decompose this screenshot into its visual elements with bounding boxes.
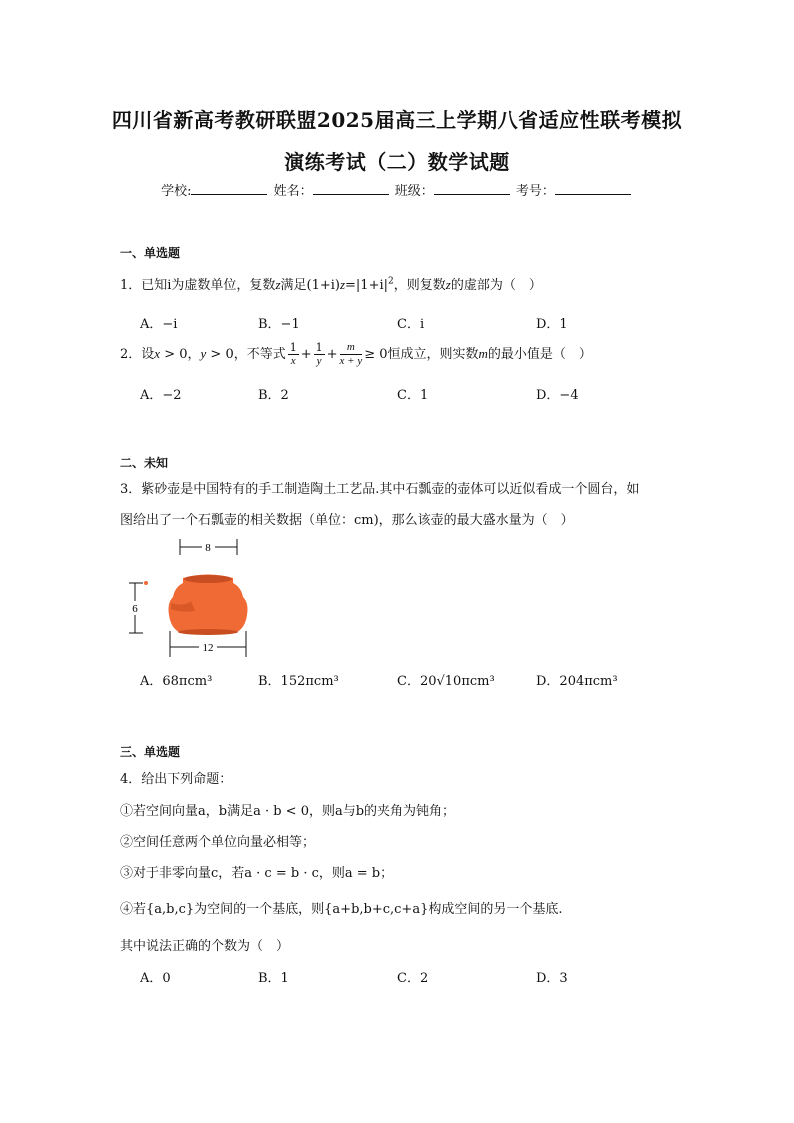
q2-end: 的最小值是（ ） [487,347,592,362]
q2-plus1: + [300,347,312,362]
q4-option-b: B．1 [258,971,289,986]
q1-option-b: B．−1 [258,317,300,332]
class-label: 班级： [394,184,434,199]
exam-no-blank [555,182,631,195]
section-heading-2: 二、未知 [120,456,169,470]
q2-frac-m-den: x + y [339,355,363,367]
q2-ge0: ≥ 0恒成立，则实数 [364,347,479,362]
q1-option-d: D．1 [536,317,568,332]
school-blank [191,182,267,195]
q1-end: 的虚部为（ ） [450,278,542,293]
q3-option-a: A．68πcm³ [140,674,213,689]
q2-x: x [154,346,161,361]
q1-prefix: 1．已知i为虚数单位，复数 [120,278,276,293]
q2-option-b: B．2 [258,388,289,403]
question-3-line1: 3．紫砂壶是中国特有的手工制造陶土工艺品.其中石瓢壶的壶体可以近似看成一个圆台，如 [120,482,640,497]
q3-option-d: D．204πcm³ [536,674,618,689]
question-4-intro: 4．给出下列命题： [120,772,233,787]
section-heading-1: 一、单选题 [120,246,181,260]
q2-frac-1y-num: 1 [315,341,323,354]
question-4-proposition-1: ①若空间向量a，b满足a · b < 0，则a与b的夹角为钝角； [120,804,456,819]
dim-bottom-label: 12 [202,642,214,654]
school-label: 学校: [161,184,192,199]
q3-option-b: B．152πcm³ [258,674,339,689]
q2-option-d: D．−4 [536,388,579,403]
section-heading-3: 三、单选题 [120,745,181,759]
class-blank [434,182,510,195]
pot-body [169,575,248,634]
q1-option-c: C．i [397,317,425,332]
q4-option-d: D．3 [536,971,568,986]
exam-no-label: 考号： [515,184,555,199]
dim-side-label: 6 [132,603,138,615]
q2-gt0b: > 0，不等式 [206,347,286,362]
q2-gt0a: > 0， [160,347,201,362]
q2-m: m [478,346,488,361]
question-4-proposition-2: ②空间任意两个单位向量必相等； [120,835,316,850]
q2-frac-1x [288,341,299,368]
q3-option-c: C．20√10πcm³ [397,674,495,689]
q2-option-c: C．1 [397,388,429,403]
question-1 [120,274,542,293]
q1-var-z3: z [445,277,451,292]
pot-marker-dot [144,581,148,585]
q2-frac-1y-den: y [316,355,322,367]
q2-frac-1y [314,341,325,368]
q2-frac-1x-num: 1 [289,341,297,354]
page-title-line1: 四川省新高考教研联盟2025届高三上学期八省适应性联考模拟 [111,108,683,132]
question-4-proposition-4: ④若{a,b,c}为空间的一个基底，则{a+b,b+c,c+a}构成空间的另一个基底. [120,902,563,917]
q2-y: y [200,346,207,361]
dim-top-label: 8 [205,542,211,554]
q2-frac-1x-den: x [290,355,296,367]
q1-mid: 满足(1+i) [280,278,340,293]
pot-base [178,629,238,635]
q1-sup: 2 [388,276,394,287]
question-2 [120,341,592,368]
pot-rim [184,575,232,583]
name-label: 姓名： [273,184,313,199]
q4-option-a: A．0 [140,971,171,986]
q1-suffix: ，则复数 [393,278,446,293]
q2-plus2: + [326,347,338,362]
name-blank [313,182,389,195]
q1-var-z: z [275,277,281,292]
q2-frac-m [340,341,363,368]
q4-option-c: C．2 [397,971,429,986]
question-4-ask: 其中说法正确的个数为（ ） [120,939,290,954]
q1-eq: =|1+i| [345,278,389,293]
student-info-row [0,180,794,199]
page-title-line2: 演练考试（二）数学试题 [284,150,510,174]
q2-prefix: 2．设 [120,347,155,362]
question-3-line2: 图给出了一个石瓢壶的相关数据（单位：cm)，那么该壶的最大盛水量为（ ） [120,513,574,528]
q1-var-z2: z [339,277,346,292]
q2-frac-m-num: m [340,341,363,355]
q1-option-a: A．−i [140,317,178,332]
q2-option-a: A．−2 [140,388,182,403]
teapot-figure [125,533,255,658]
question-4-proposition-3: ③对于非零向量c，若a · c = b · c，则a = b； [120,866,394,881]
